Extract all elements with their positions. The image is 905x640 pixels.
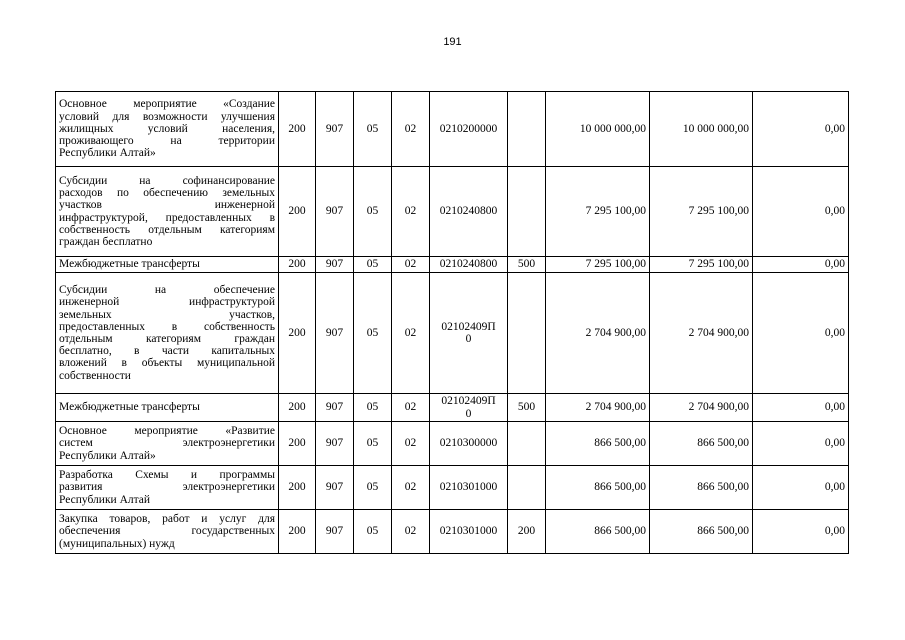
sum-planned: 7 295 100,00: [546, 167, 650, 257]
expense-type-code: [508, 167, 546, 257]
expense-type-code: 200: [508, 510, 546, 554]
grbs-code: 200: [279, 257, 316, 273]
section-code: 05: [354, 422, 392, 466]
subsection-code: 02: [392, 167, 430, 257]
target-article-code: 02102409П 0: [430, 273, 508, 394]
row-name: Межбюджетные трансферты: [56, 394, 279, 422]
sum-executed: 2 704 900,00: [650, 273, 753, 394]
row-name: Основное мероприятие «Создание условий для возможности улучшения жилищных условий населения, проживающего на территории Республики Алтай»: [56, 92, 279, 167]
ved-code: 907: [316, 394, 354, 422]
budget-table: [55, 91, 849, 554]
table-row: [56, 394, 849, 422]
sum-difference: 0,00: [753, 394, 849, 422]
grbs-code: 200: [279, 167, 316, 257]
grbs-code: 200: [279, 394, 316, 422]
target-article-code: 0210301000: [430, 466, 508, 510]
expense-type-code: [508, 466, 546, 510]
subsection-code: 02: [392, 466, 430, 510]
expense-type-code: [508, 273, 546, 394]
ved-code: 907: [316, 273, 354, 394]
grbs-code: 200: [279, 466, 316, 510]
sum-planned: 10 000 000,00: [546, 92, 650, 167]
table-row: [56, 510, 849, 554]
row-name: Разработка Схемы и программы развития электроэнергетики Республики Алтай: [56, 466, 279, 510]
table-row: [56, 167, 849, 257]
sum-planned: 866 500,00: [546, 510, 650, 554]
ved-code: 907: [316, 466, 354, 510]
subsection-code: 02: [392, 257, 430, 273]
sum-executed: 2 704 900,00: [650, 394, 753, 422]
sum-planned: 866 500,00: [546, 466, 650, 510]
target-article-code: 0210240800: [430, 257, 508, 273]
expense-type-code: [508, 422, 546, 466]
target-article-code: 0210200000: [430, 92, 508, 167]
subsection-code: 02: [392, 422, 430, 466]
table-row: [56, 92, 849, 167]
target-article-code: 0210300000: [430, 422, 508, 466]
sum-executed: 10 000 000,00: [650, 92, 753, 167]
sum-difference: 0,00: [753, 167, 849, 257]
expense-type-code: [508, 92, 546, 167]
sum-difference: 0,00: [753, 257, 849, 273]
grbs-code: 200: [279, 273, 316, 394]
ved-code: 907: [316, 510, 354, 554]
grbs-code: 200: [279, 92, 316, 167]
row-name: Закупка товаров, работ и услуг для обеспечения государственных (муниципальных) нужд: [56, 510, 279, 554]
target-article-code: 0210240800: [430, 167, 508, 257]
target-article-code: 0210301000: [430, 510, 508, 554]
subsection-code: 02: [392, 273, 430, 394]
sum-difference: 0,00: [753, 273, 849, 394]
section-code: 05: [354, 167, 392, 257]
row-name: Основное мероприятие «Развитие систем электроэнергетики Республики Алтай»: [56, 422, 279, 466]
ved-code: 907: [316, 422, 354, 466]
sum-planned: 2 704 900,00: [546, 394, 650, 422]
section-code: 05: [354, 92, 392, 167]
expense-type-code: 500: [508, 394, 546, 422]
ved-code: 907: [316, 257, 354, 273]
row-name: Межбюджетные трансферты: [56, 257, 279, 273]
table-row: [56, 466, 849, 510]
ved-code: 907: [316, 167, 354, 257]
page-number: 191: [443, 36, 462, 48]
table-row: [56, 257, 849, 273]
section-code: 05: [354, 466, 392, 510]
section-code: 05: [354, 394, 392, 422]
section-code: 05: [354, 273, 392, 394]
table-row: [56, 273, 849, 394]
sum-executed: 866 500,00: [650, 422, 753, 466]
sum-difference: 0,00: [753, 466, 849, 510]
sum-difference: 0,00: [753, 92, 849, 167]
sum-executed: 7 295 100,00: [650, 257, 753, 273]
sum-difference: 0,00: [753, 510, 849, 554]
section-code: 05: [354, 257, 392, 273]
section-code: 05: [354, 510, 392, 554]
sum-executed: 866 500,00: [650, 510, 753, 554]
table-row: [56, 422, 849, 466]
row-name: Субсидии на обеспечение инженерной инфраструктурой земельных участков, предоставленных в собственность отдельным категориям граждан бесплатно, в части капитальных вложений в объекты муниципальной собственности: [56, 273, 279, 394]
row-name: Субсидии на софинансирование расходов по обеспечению земельных участков инженерной инфраструктурой, предоставленных в собственность отдельным категориям граждан бесплатно: [56, 167, 279, 257]
grbs-code: 200: [279, 422, 316, 466]
sum-planned: 7 295 100,00: [546, 257, 650, 273]
subsection-code: 02: [392, 394, 430, 422]
subsection-code: 02: [392, 92, 430, 167]
ved-code: 907: [316, 92, 354, 167]
target-article-code: 02102409П 0: [430, 394, 508, 422]
sum-difference: 0,00: [753, 422, 849, 466]
expense-type-code: 500: [508, 257, 546, 273]
sum-planned: 2 704 900,00: [546, 273, 650, 394]
sum-executed: 7 295 100,00: [650, 167, 753, 257]
grbs-code: 200: [279, 510, 316, 554]
sum-planned: 866 500,00: [546, 422, 650, 466]
sum-executed: 866 500,00: [650, 466, 753, 510]
subsection-code: 02: [392, 510, 430, 554]
